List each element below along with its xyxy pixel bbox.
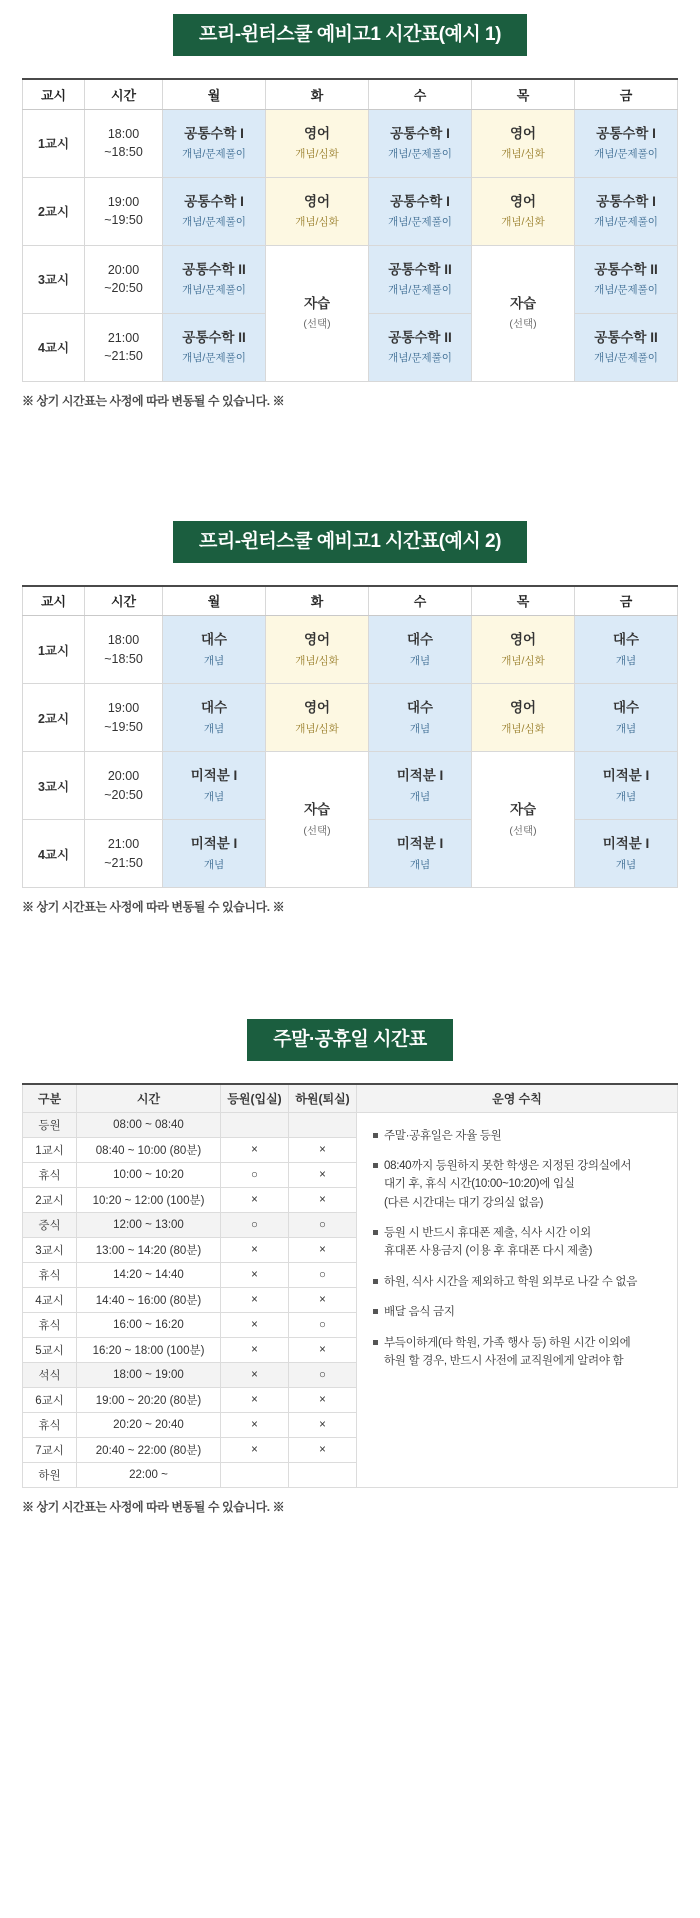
class-detail: 개념 — [203, 858, 225, 871]
weekend-time-cell: 20:20 ~ 20:40 — [77, 1412, 221, 1437]
header-cell: 하원(퇴실) — [289, 1084, 357, 1112]
section-1-note: ※ 상기 시간표는 사정에 따라 변동될 수 있습니다. ※ — [22, 393, 285, 408]
weekend-table — [22, 1083, 678, 1488]
weekend-label-cell: 1교시 — [23, 1137, 77, 1162]
class-detail: 개념/문제풀이 — [388, 148, 452, 161]
class-name: 자습 — [509, 295, 537, 311]
class-name: 영어 — [303, 125, 331, 141]
class-detail: 개념 — [615, 858, 637, 871]
class-cell — [472, 177, 575, 245]
section-2-table-wrap — [0, 585, 700, 889]
class-name: 공통수학 I — [184, 193, 244, 209]
section-2-note: ※ 상기 시간표는 사정에 따라 변동될 수 있습니다. ※ — [22, 900, 285, 914]
header-cell: 목 — [472, 79, 575, 109]
class-name: 영어 — [303, 700, 331, 716]
class-detail: 개념/심화 — [501, 654, 545, 667]
class-cell — [472, 684, 575, 752]
table-row — [23, 752, 678, 820]
weekend-label-cell: 4교시 — [23, 1287, 77, 1312]
class-name: 미적분 I — [190, 768, 238, 784]
rule-item: 주말·공휴일은 자율 등원 — [373, 1127, 663, 1145]
class-name: 공통수학 II — [388, 329, 452, 345]
weekend-time-cell: 10:00 ~ 10:20 — [77, 1162, 221, 1187]
weekend-exit-cell: ○ — [289, 1362, 357, 1387]
weekend-exit-cell: × — [289, 1387, 357, 1412]
section-1-banner-wrap — [0, 14, 700, 56]
time-cell: 21:00 ~21:50 — [85, 820, 163, 888]
class-detail: 개념/문제풀이 — [182, 284, 246, 297]
class-detail: 개념/심화 — [295, 148, 339, 161]
weekend-time-cell: 13:00 ~ 14:20 (80분) — [77, 1237, 221, 1262]
weekend-exit-cell — [289, 1462, 357, 1487]
class-detail: 개념/문제풀이 — [594, 352, 658, 365]
class-detail: 개념/문제풀이 — [182, 216, 246, 229]
class-name: 미적분 I — [396, 836, 444, 852]
class-detail: 개념/문제풀이 — [182, 352, 246, 365]
class-cell — [369, 109, 472, 177]
header-cell: 목 — [472, 586, 575, 616]
class-cell — [163, 820, 266, 888]
class-name: 공통수학 I — [390, 125, 450, 141]
class-detail: 개념 — [409, 858, 431, 871]
weekend-entry-cell: × — [221, 1437, 289, 1462]
class-cell — [575, 684, 678, 752]
class-name: 영어 — [509, 632, 537, 648]
weekend-exit-cell: × — [289, 1237, 357, 1262]
table-row — [23, 245, 678, 313]
weekend-exit-cell: × — [289, 1162, 357, 1187]
class-cell — [575, 752, 678, 820]
weekend-time-cell: 18:00 ~ 19:00 — [77, 1362, 221, 1387]
weekend-entry-cell — [221, 1462, 289, 1487]
header-cell: 시간 — [77, 1084, 221, 1112]
class-detail: (선택) — [303, 824, 331, 837]
header-cell: 구분 — [23, 1084, 77, 1112]
period-cell: 2교시 — [23, 177, 85, 245]
class-detail: 개념 — [615, 722, 637, 735]
class-cell — [369, 820, 472, 888]
weekend-exit-cell: × — [289, 1437, 357, 1462]
class-detail: 개념/문제풀이 — [594, 284, 658, 297]
class-name: 대수 — [612, 700, 640, 716]
period-cell: 1교시 — [23, 109, 85, 177]
class-detail: 개념/문제풀이 — [388, 216, 452, 229]
header-cell: 교시 — [23, 79, 85, 109]
period-cell: 3교시 — [23, 752, 85, 820]
header-cell: 화 — [266, 79, 369, 109]
class-cell — [163, 177, 266, 245]
time-cell: 18:00 ~18:50 — [85, 109, 163, 177]
class-name: 대수 — [406, 700, 434, 716]
time-cell: 19:00 ~19:50 — [85, 177, 163, 245]
table-row — [23, 109, 678, 177]
header-cell: 화 — [266, 586, 369, 616]
weekend-label-cell: 중식 — [23, 1212, 77, 1237]
class-detail: 개념 — [203, 790, 225, 803]
class-name: 대수 — [200, 700, 228, 716]
class-detail: 개념/문제풀이 — [182, 148, 246, 161]
weekend-exit-cell: × — [289, 1412, 357, 1437]
header-cell: 월 — [163, 586, 266, 616]
class-cell — [369, 177, 472, 245]
weekend-entry-cell: × — [221, 1137, 289, 1162]
rule-item: 08:40까지 등원하지 못한 학생은 지정된 강의실에서 대기 후, 휴식 시간(10:00~10:20)에 입실 (다른 시간대는 대기 강의실 없음) — [373, 1157, 663, 1212]
class-cell — [266, 684, 369, 752]
weekend-row — [23, 1112, 678, 1137]
weekend-entry-cell: ○ — [221, 1212, 289, 1237]
header-cell: 월 — [163, 79, 266, 109]
class-cell — [472, 109, 575, 177]
weekend-time-cell: 16:00 ~ 16:20 — [77, 1312, 221, 1337]
weekend-label-cell: 2교시 — [23, 1187, 77, 1212]
class-cell — [163, 752, 266, 820]
weekend-banner-wrap — [0, 1019, 700, 1061]
class-detail: 개념 — [203, 722, 225, 735]
class-detail: 개념/심화 — [501, 148, 545, 161]
class-detail: 개념/문제풀이 — [388, 284, 452, 297]
class-cell — [575, 245, 678, 313]
weekend-entry-cell: × — [221, 1187, 289, 1212]
weekend-label-cell: 7교시 — [23, 1437, 77, 1462]
table-row — [23, 616, 678, 684]
rule-item: 배달 음식 금지 — [373, 1303, 663, 1321]
class-cell — [472, 616, 575, 684]
time-cell: 18:00 ~18:50 — [85, 616, 163, 684]
class-name: 미적분 I — [602, 768, 650, 784]
class-cell — [575, 109, 678, 177]
section-1-table-wrap — [0, 78, 700, 382]
weekend-exit-cell: × — [289, 1287, 357, 1312]
time-cell: 20:00 ~20:50 — [85, 245, 163, 313]
section-2-banner-wrap — [0, 521, 700, 563]
class-name: 공통수학 II — [594, 261, 658, 277]
weekend-exit-cell: ○ — [289, 1262, 357, 1287]
weekend-time-cell: 20:40 ~ 22:00 (80분) — [77, 1437, 221, 1462]
class-detail: 개념 — [203, 654, 225, 667]
class-detail: 개념 — [409, 654, 431, 667]
class-detail: 개념/문제풀이 — [594, 148, 658, 161]
class-detail: 개념/심화 — [295, 654, 339, 667]
header-cell: 금 — [575, 79, 678, 109]
class-cell — [163, 684, 266, 752]
weekend-title: 주말·공휴일 시간표 — [247, 1019, 452, 1061]
class-detail: 개념 — [409, 722, 431, 735]
class-cell — [369, 245, 472, 313]
class-name: 영어 — [303, 632, 331, 648]
section-weekend — [0, 1019, 700, 1515]
class-cell — [369, 616, 472, 684]
period-cell: 2교시 — [23, 684, 85, 752]
class-cell — [266, 616, 369, 684]
class-cell — [369, 313, 472, 381]
table-header-row — [23, 586, 678, 616]
weekend-time-cell: 19:00 ~ 20:20 (80분) — [77, 1387, 221, 1412]
class-cell — [575, 616, 678, 684]
weekend-entry-cell: × — [221, 1387, 289, 1412]
self-study-cell — [266, 752, 369, 888]
weekend-time-cell: 14:40 ~ 16:00 (80분) — [77, 1287, 221, 1312]
self-study-cell — [472, 752, 575, 888]
timetable-2 — [22, 585, 678, 889]
class-detail: (선택) — [509, 318, 537, 331]
class-name: 공통수학 I — [596, 193, 656, 209]
class-detail: (선택) — [303, 318, 331, 331]
weekend-label-cell: 휴식 — [23, 1262, 77, 1287]
time-cell: 19:00 ~19:50 — [85, 684, 163, 752]
class-name: 공통수학 II — [182, 261, 246, 277]
period-cell: 1교시 — [23, 616, 85, 684]
weekend-label-cell: 휴식 — [23, 1312, 77, 1337]
class-cell — [266, 177, 369, 245]
weekend-label-cell: 등원 — [23, 1112, 77, 1137]
weekend-exit-cell: ○ — [289, 1212, 357, 1237]
class-detail: 개념/심화 — [501, 722, 545, 735]
table-header-row — [23, 79, 678, 109]
weekend-exit-cell: ○ — [289, 1312, 357, 1337]
weekend-time-cell: 08:40 ~ 10:00 (80분) — [77, 1137, 221, 1162]
weekend-exit-cell: × — [289, 1137, 357, 1162]
weekend-label-cell: 석식 — [23, 1362, 77, 1387]
table-row — [23, 177, 678, 245]
period-cell: 4교시 — [23, 820, 85, 888]
weekend-time-cell: 16:20 ~ 18:00 (100분) — [77, 1337, 221, 1362]
class-detail: 개념/문제풀이 — [594, 216, 658, 229]
class-name: 대수 — [612, 632, 640, 648]
weekend-entry-cell: ○ — [221, 1162, 289, 1187]
weekend-rules-cell — [357, 1112, 678, 1487]
class-detail: 개념 — [409, 790, 431, 803]
section-example-2 — [0, 521, 700, 916]
header-cell: 운영 수칙 — [357, 1084, 678, 1112]
weekend-entry-cell: × — [221, 1312, 289, 1337]
timetable-1-body — [23, 109, 678, 381]
timetable-1 — [22, 78, 678, 382]
weekend-entry-cell: × — [221, 1362, 289, 1387]
weekend-time-cell: 22:00 ~ — [77, 1462, 221, 1487]
weekend-label-cell: 3교시 — [23, 1237, 77, 1262]
class-cell — [266, 109, 369, 177]
weekend-time-cell: 14:20 ~ 14:40 — [77, 1262, 221, 1287]
class-name: 공통수학 II — [182, 329, 246, 345]
class-cell — [163, 245, 266, 313]
weekend-entry-cell: × — [221, 1412, 289, 1437]
class-name: 영어 — [509, 700, 537, 716]
rule-item: 등원 시 반드시 휴대폰 제출, 식사 시간 이외 휴대폰 사용금지 (이용 후 휴대폰 다시 제출) — [373, 1224, 663, 1261]
class-name: 대수 — [406, 632, 434, 648]
class-name: 미적분 I — [396, 768, 444, 784]
header-cell: 등원(입실) — [221, 1084, 289, 1112]
class-cell — [369, 752, 472, 820]
class-name: 공통수학 I — [596, 125, 656, 141]
weekend-entry-cell: × — [221, 1237, 289, 1262]
header-cell: 금 — [575, 586, 678, 616]
class-name: 공통수학 II — [388, 261, 452, 277]
class-name: 미적분 I — [602, 836, 650, 852]
weekend-label-cell: 5교시 — [23, 1337, 77, 1362]
weekend-label-cell: 하원 — [23, 1462, 77, 1487]
class-name: 공통수학 I — [390, 193, 450, 209]
class-name: 영어 — [509, 125, 537, 141]
class-name: 자습 — [509, 802, 537, 818]
class-name: 영어 — [509, 193, 537, 209]
time-cell: 20:00 ~20:50 — [85, 752, 163, 820]
weekend-exit-cell: × — [289, 1187, 357, 1212]
self-study-cell — [472, 245, 575, 381]
class-cell — [575, 820, 678, 888]
rule-item: 하원, 식사 시간을 제외하고 학원 외부로 나갈 수 없음 — [373, 1273, 663, 1291]
header-cell: 시간 — [85, 586, 163, 616]
header-cell: 수 — [369, 79, 472, 109]
timetable-2-body — [23, 616, 678, 888]
class-name: 자습 — [303, 802, 331, 818]
weekend-time-cell: 12:00 ~ 13:00 — [77, 1212, 221, 1237]
class-name: 대수 — [200, 632, 228, 648]
table-row — [23, 684, 678, 752]
self-study-cell — [266, 245, 369, 381]
weekend-entry-cell: × — [221, 1262, 289, 1287]
class-detail: 개념/문제풀이 — [388, 352, 452, 365]
class-name: 영어 — [303, 193, 331, 209]
class-detail: (선택) — [509, 824, 537, 837]
class-cell — [163, 616, 266, 684]
section-example-1 — [0, 14, 700, 409]
class-detail: 개념/심화 — [295, 722, 339, 735]
weekend-time-cell: 08:00 ~ 08:40 — [77, 1112, 221, 1137]
class-detail: 개념/심화 — [501, 216, 545, 229]
weekend-entry-cell — [221, 1112, 289, 1137]
weekend-exit-cell — [289, 1112, 357, 1137]
period-cell: 3교시 — [23, 245, 85, 313]
header-cell: 시간 — [85, 79, 163, 109]
header-cell: 교시 — [23, 586, 85, 616]
class-name: 공통수학 I — [184, 125, 244, 141]
weekend-time-cell: 10:20 ~ 12:00 (100분) — [77, 1187, 221, 1212]
rule-item: 부득이하게(타 학원, 가족 행사 등) 하원 시간 이외에 하원 할 경우, 반드시 사전에 교직원에게 알려야 함 — [373, 1334, 663, 1371]
class-cell — [575, 177, 678, 245]
class-name: 미적분 I — [190, 836, 238, 852]
weekend-note: ※ 상기 시간표는 사정에 따라 변동될 수 있습니다. ※ — [22, 1499, 285, 1514]
period-cell: 4교시 — [23, 313, 85, 381]
section-2-title: 프리-윈터스쿨 예비고1 시간표(예시 2) — [173, 521, 527, 563]
class-name: 자습 — [303, 295, 331, 311]
class-name: 공통수학 II — [594, 329, 658, 345]
weekend-entry-cell: × — [221, 1337, 289, 1362]
weekend-entry-cell: × — [221, 1287, 289, 1312]
weekend-table-wrap — [0, 1083, 700, 1488]
header-cell: 수 — [369, 586, 472, 616]
time-cell: 21:00 ~21:50 — [85, 313, 163, 381]
weekend-exit-cell: × — [289, 1337, 357, 1362]
weekend-label-cell: 6교시 — [23, 1387, 77, 1412]
class-cell — [575, 313, 678, 381]
weekend-body — [23, 1112, 678, 1487]
class-detail: 개념/심화 — [295, 216, 339, 229]
class-cell — [163, 313, 266, 381]
class-cell — [163, 109, 266, 177]
weekend-label-cell: 휴식 — [23, 1162, 77, 1187]
weekend-header-row — [23, 1084, 678, 1112]
class-detail: 개념 — [615, 654, 637, 667]
weekend-label-cell: 휴식 — [23, 1412, 77, 1437]
class-cell — [369, 684, 472, 752]
class-detail: 개념 — [615, 790, 637, 803]
section-1-title: 프리-윈터스쿨 예비고1 시간표(예시 1) — [173, 14, 527, 56]
